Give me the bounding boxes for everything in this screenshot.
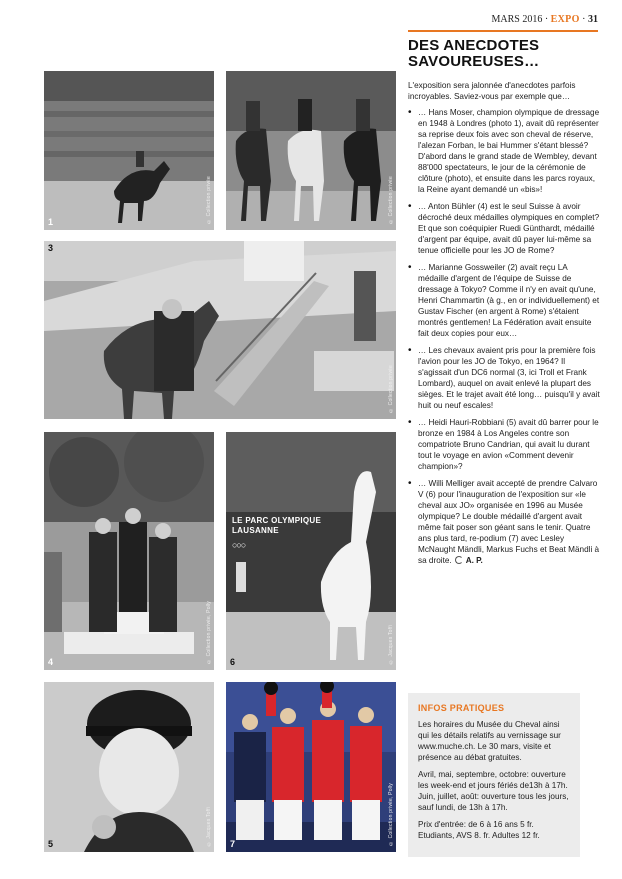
sign-line-1: LE PARC OLYMPIQUE <box>232 516 322 525</box>
photo-4-credit: © Collection privée, Polly <box>206 600 212 664</box>
photo-1-number: 1 <box>48 217 54 227</box>
infos-paragraph-2: Avril, mai, septembre, octobre: ouverture les week-end et jours fériés de13h à 17h. Juin, juillet, août: ouverture tous les jours, sauf lundi, de 13h à 17h. <box>418 770 569 812</box>
photo-4-image <box>44 432 214 670</box>
page-header <box>491 14 598 25</box>
article-column <box>408 38 600 572</box>
article-intro: L'exposition sera jalonnée d'anecdotes parfois incroyables. Saviez-vous par exemple que… <box>408 81 576 101</box>
photo-3-image <box>44 241 396 419</box>
photo-3-number: 3 <box>48 243 54 253</box>
sign-line-2: LAUSANNE <box>232 526 279 535</box>
photo-5-rider-portrait <box>44 682 214 852</box>
photo-1-credit: © Collection privée <box>206 175 212 224</box>
page-number: 31 <box>588 14 598 25</box>
photo-6-credit: © Jacques Toffi <box>388 624 394 664</box>
photo-5-number: 5 <box>48 839 54 849</box>
anecdote-item: • … Les chevaux avaient pris pour la première fois l'avion pour les JO de Tokyo, en 1964? Il s'agissait d'un DC6 normal (3, ici Troll et Frank Lombard), auquel on avait enlevé la plupart des sièges. Et le trajet avait été long… puisqu'il y avait huit ou neuf escales! <box>408 345 600 411</box>
anecdote-item: • … Marianne Gossweiler (2) avait reçu LA médaille d'argent de l'équipe de Suisse de dressage à Tokyo? Comme il n'y en avait qu'une, Henri Chammartin (à g., en or individuellement) et Gustav Fischer (en argent à Rome) s'étaient montrés gentlemen! La Fédération avait ensuite fait deux copies pour eux… <box>408 262 600 339</box>
anecdote-item: • … Heidi Hauri-Robbiani (5) avait dû barrer pour le bronze en 1984 à Los Angeles contre son compatriote Bruno Candrian, qui avait lu durant tout le voyage en avion «Comment devenir champion»? <box>408 417 600 472</box>
infos-pratiques-box <box>408 693 580 857</box>
infos-paragraph-1: Les horaires du Musée du Cheval ainsi qui les détails relatifs au vernissage sur www.muche.ch. Le 30 mars, visite et présence au débat gratuites. <box>418 720 561 762</box>
parc-olympique-sign <box>232 516 321 550</box>
photo-1-image <box>44 71 214 230</box>
photo-5-credit: © Jacques Toffi <box>206 806 212 846</box>
olympic-rings-icon: ○○○ <box>232 540 246 550</box>
photo-3-horse-airplane <box>44 241 396 419</box>
anecdote-item: • … Anton Bühler (4) est le seul Suisse à avoir décroché deux médailles olympiques en complet? Et que son coéquipier Ruedi Günthardt, médaillé d'argent par équipe, avait dû payer lui-même sa tenue officielle pour les JO de Rome? <box>408 201 600 256</box>
photo-2-image <box>226 71 396 230</box>
anecdote-text: … Willi Melliger avait accepté de prendre Calvaro V (6) pour l'inauguration de l'exposition sur «le cheval aux JO» organisée en 1996 au Musée olympique? Le double médaillé d'argent avait même fait poser son géant sans le tenir. Quatre ans plus tard, re-podium (7) avec Lesley McNaught Mändli, Markus Fuchs et Beat Mändli à sa droite. <box>418 479 600 565</box>
photo-7-team-podium <box>226 682 396 852</box>
infos-heading: INFOS PRATIQUES <box>418 703 505 713</box>
anecdote-item-last <box>408 478 600 566</box>
photo-3-credit: © Collection privée <box>388 364 394 413</box>
photo-2-credit: © Collection privée <box>388 175 394 224</box>
photo-7-number: 7 <box>230 839 236 849</box>
photo-2-three-riders <box>226 71 396 230</box>
photo-6-white-horse <box>226 432 396 670</box>
header-separator: · <box>544 14 549 25</box>
photo-1-dressage-stadium <box>44 71 214 230</box>
header-month: MARS 2016 <box>491 14 543 25</box>
signature-ring-icon <box>455 556 463 564</box>
anecdote-item: • … Hans Moser, champion olympique de dressage en 1948 à Londres (photo 1), avait dû représenter sa reprise deux fois avec son cheval de réserve, l'alezan Forban, le bai Hummer s'étant blessé? D'abord dans le grand stade de Wembley, devant 88'000 spectateurs, le jour de la cérémonie de clôture (photo), et ensuite dans les parcs royaux, la Reine ayant demandé un «bis»! <box>408 107 600 195</box>
article-title-line-2: SAVOUREUSES… <box>408 53 540 70</box>
photo-6-number: 6 <box>230 657 236 667</box>
header-separator-2: · <box>582 14 586 25</box>
photo-7-credit: © Collection privée, Polly <box>388 782 394 846</box>
anecdote-list <box>408 107 600 566</box>
article-title-line-1: DES ANECDOTES <box>408 37 540 54</box>
photo-6-image <box>226 432 396 670</box>
photo-4-number: 4 <box>48 657 54 667</box>
header-rule <box>408 30 598 32</box>
author-signature: A. P. <box>465 556 483 565</box>
photo-4-podium <box>44 432 214 670</box>
infos-paragraph-3: Prix d'entrée: de 6 à 16 ans 5 fr. Etudiants, AVS 8. fr. Adultes 12 fr. <box>418 820 540 840</box>
photo-5-image <box>44 682 214 852</box>
photo-7-image <box>226 682 396 852</box>
article-title <box>408 38 600 70</box>
header-section: EXPO <box>550 14 580 25</box>
